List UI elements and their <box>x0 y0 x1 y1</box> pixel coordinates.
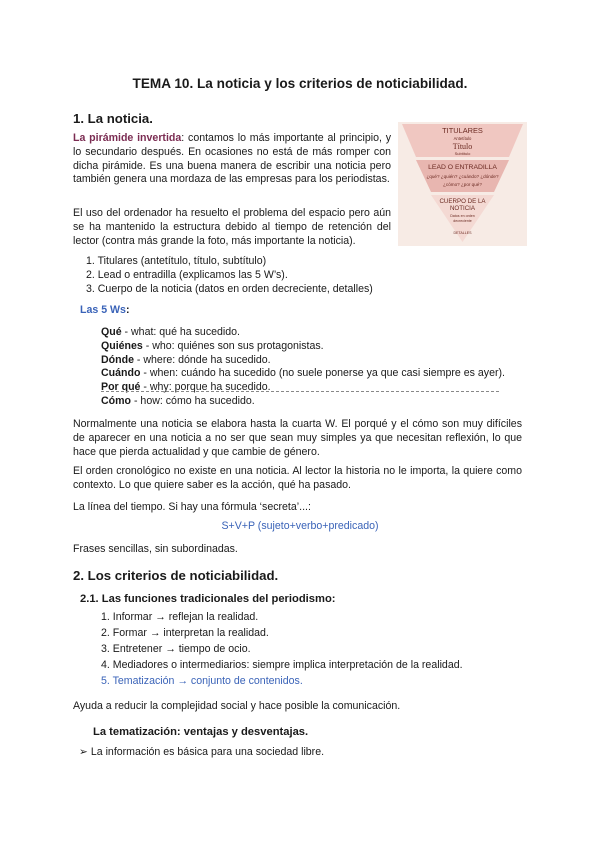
pyr-antetitulo: Antetítulo <box>453 136 472 141</box>
paragraph-orden-cronologico: El orden cronológico no existe en una noticia. Al lector la historia no le importa, la quiere como contexto. Lo que quiere saber es la acción, qué ha pasado. <box>73 465 522 491</box>
inverted-pyramid-figure <box>398 122 527 246</box>
list-item: 4. Mediadores o intermediarios: siempre implica interpretación de la realidad. <box>101 658 463 671</box>
paragraph-frases: Frases sencillas, sin subordinadas. <box>73 543 238 555</box>
five-ws-list <box>101 326 521 395</box>
tematizacion-heading: La tematización: ventajas y desventajas. <box>93 726 309 738</box>
paragraph-cuarta-w: Normalmente una noticia se elabora hasta la cuarta W. El porqué y el cómo son muy difíciles de aparecer en una noticia a no ser que sean muy simples ya que necesitan reflexión, lo que hace que pierda actualidad y que cambie de género. <box>73 418 522 458</box>
section-1-heading: 1. La noticia. <box>73 111 153 126</box>
w-term: Cuándo <box>101 367 141 380</box>
pyr-lead-q2: ¿cómo? ¿por qué? <box>443 182 482 187</box>
five-ws-item-que <box>101 326 521 340</box>
bullet-text: La información es básica para una sociedad libre. <box>90 746 325 758</box>
list-item: 5. Tematización → conjunto de contenidos. <box>101 674 303 687</box>
w-term: Cómo <box>101 395 132 407</box>
pyr-cuerpo-text-1: Datos en orden <box>450 214 475 218</box>
pyr-cuerpo-2: NOTICIA <box>449 205 476 212</box>
subsection-2-1-heading: 2.1. Las funciones tradicionales del periodismo: <box>80 593 336 605</box>
five-ws-heading-colon: : <box>125 304 130 316</box>
paragraph-ordenador: El uso del ordenador ha resuelto el problema del espacio pero aún se ha mantenido la estructura debido al tiempo de retención del lector (contra más grande la foto, más importante la noticia). <box>73 207 391 247</box>
list-item: 2. Formar → interpretan la realidad. <box>101 626 269 639</box>
five-ws-item-quienes <box>101 340 521 354</box>
five-ws-item-como <box>101 395 255 409</box>
five-ws-heading <box>80 304 129 318</box>
w-desc: - how: cómo ha sucedido. <box>131 395 255 407</box>
paragraph-piramide-text: : contamos lo más importante al principio, y lo secundario después. En ocasiones no está de más romper con dicha pirámide. Es una buena manera de escribir una noticia pero también genera una mordaza de las empresas para los periodistas. <box>73 132 391 186</box>
w-desc: - why: porque ha sucedido. <box>140 381 271 394</box>
pyr-titulares: TITULARES <box>442 126 483 135</box>
paragraph-piramide <box>73 132 391 187</box>
section-2-heading: 2. Los criterios de noticiabilidad. <box>73 568 279 583</box>
funciones-list <box>101 610 463 689</box>
w-term: Quiénes <box>101 339 143 352</box>
pyr-cuerpo-1: CUERPO DE LA <box>439 198 486 205</box>
paragraph-complejidad: Ayuda a reducir la complejidad social y hace posible la comunicación. <box>73 700 401 712</box>
five-ws-heading-text: Las 5 Ws <box>80 304 126 316</box>
bullet-item <box>79 746 324 760</box>
list-item: 1. Titulares (antetítulo, título, subtítulo) <box>86 255 267 267</box>
five-ws-item-donde <box>101 354 521 368</box>
w-desc: - when: cuándo ha sucedido (no suele ponerse ya que casi siempre es ayer). <box>140 367 505 380</box>
pyr-detalles: DETALLES <box>453 231 472 235</box>
w-term: Dónde <box>101 353 134 366</box>
list-item: 2. Lead o entradilla (explicamos las 5 W’s). <box>86 268 288 281</box>
formula: S+V+P (sujeto+verbo+predicado) <box>221 520 379 532</box>
w-desc: - who: quiénes son sus protagonistas. <box>142 339 324 352</box>
pyramid-graphic <box>398 122 527 246</box>
pyr-lead-q1: ¿qué? ¿quién? ¿cuándo? ¿dónde? <box>426 174 499 179</box>
term-piramide-invertida: La pirámide invertida <box>73 132 182 144</box>
list-item: 1. Informar → reflejan la realidad. <box>101 611 259 623</box>
noticia-structure-list <box>86 255 373 296</box>
w-desc: - where: dónde ha sucedido. <box>133 353 271 366</box>
w-desc: - what: qué ha sucedido. <box>121 326 240 338</box>
list-item: 3. Entretener → tiempo de ocio. <box>101 642 251 655</box>
five-ws-item-por-que <box>101 381 521 395</box>
pyr-lead: LEAD O ENTRADILLA <box>428 164 497 171</box>
five-ws-item-cuando <box>101 367 521 381</box>
dashed-divider <box>101 391 499 392</box>
pyr-subtitulo: Subtítulo <box>454 151 471 156</box>
paragraph-linea-tiempo: La línea del tiempo. Si hay una fórmula ‘secreta’...: <box>73 501 311 513</box>
arrow-bullet-icon: ➢ <box>79 746 88 758</box>
w-term: Qué <box>101 326 122 338</box>
w-term: Por qué <box>101 381 141 394</box>
page-title: TEMA 10. La noticia y los criterios de noticiabilidad. <box>132 76 468 91</box>
list-item: 3. Cuerpo de la noticia (datos en orden decreciente, detalles) <box>86 282 373 295</box>
pyr-titulo: Título <box>452 142 473 151</box>
pyr-cuerpo-text-2: decreciente <box>453 219 472 223</box>
